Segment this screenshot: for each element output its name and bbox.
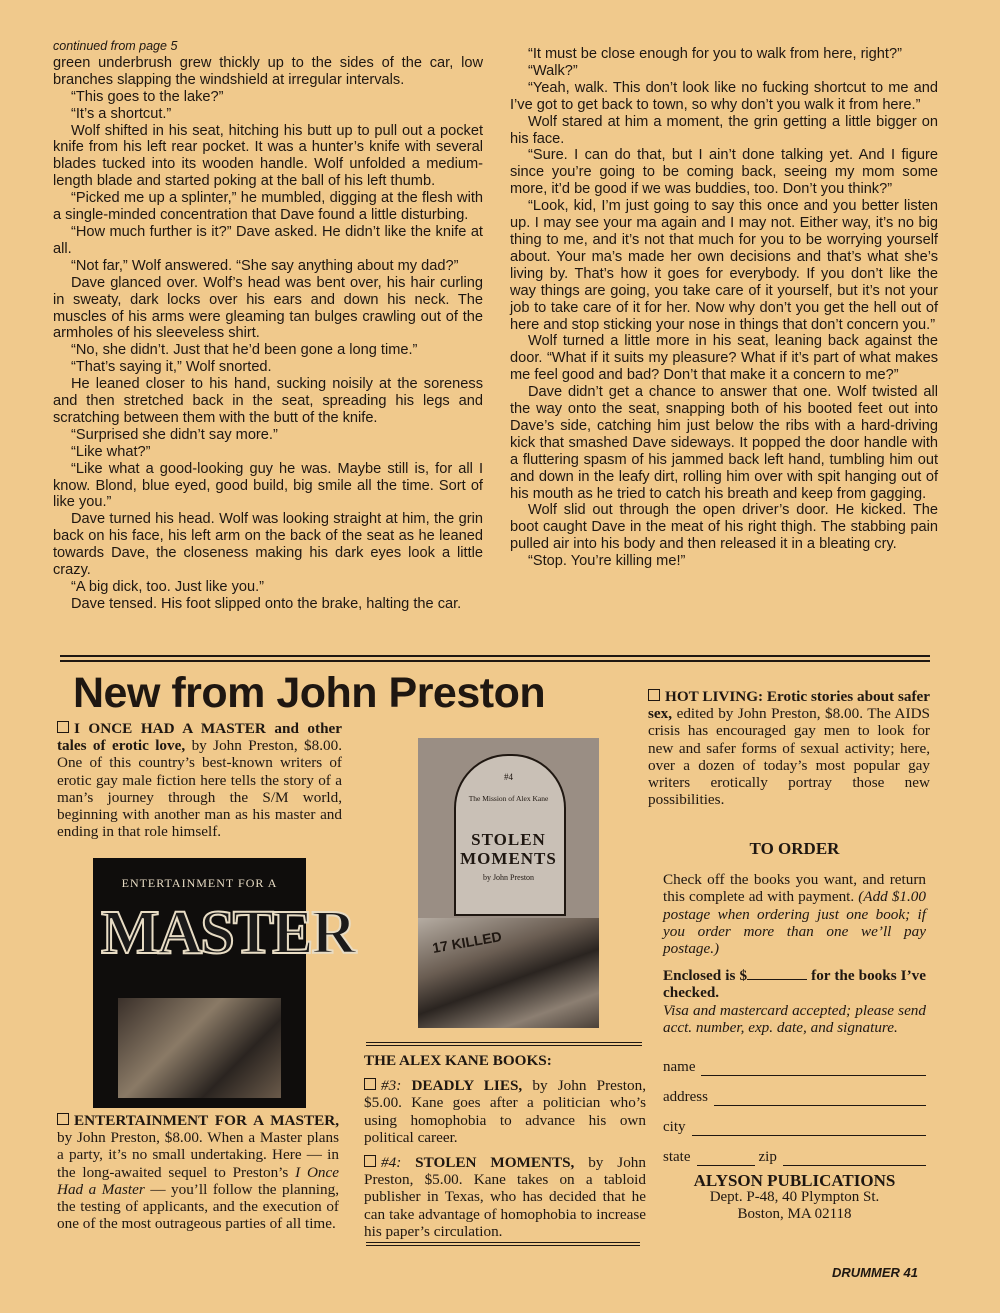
- story-paragraph: “Surprised she didn’t say more.”: [71, 426, 278, 443]
- book-description: edited by John Preston, $8.00. The AIDS crisis has encouraged gay men to look for new and safer forms of sexual activity; here, over a dozen of today’s most popular gay writers erotically portray those new possibilities.: [648, 705, 930, 809]
- address-line[interactable]: [714, 1091, 926, 1106]
- book-description-cont: — you’ll follow the planning, the testing of applicants, and the execution of one of the most outrageous parties of all time.: [57, 1180, 339, 1233]
- book-title-italic: I Once Had a Master: [57, 1163, 339, 1198]
- book-title: STOLEN MOMENTS,: [415, 1154, 575, 1172]
- state-zip-field[interactable]: [663, 1136, 926, 1166]
- story-paragraph: green underbrush grew thickly up to the sides of the car, low branches slapping the windshield at irregular intervals.: [53, 54, 483, 88]
- name-line[interactable]: [701, 1061, 926, 1076]
- order-checkbox[interactable]: [364, 1155, 376, 1167]
- order-form: [663, 840, 926, 1224]
- city-label: city: [663, 1118, 686, 1135]
- cover-title: MASTER: [101, 899, 355, 967]
- continued-note: continued from page 5: [53, 39, 178, 53]
- double-rule: [366, 1242, 640, 1246]
- book-description: by John Preston, $5.00. Kane goes after a politician who’s using homophobia to advance his own political career.: [364, 1077, 647, 1146]
- book-title: I ONCE HAD A MASTER and other tales of erotic love,: [57, 720, 342, 755]
- cards-note: Visa and mastercard accepted; please send acct. number, exp. date, and signature.: [663, 1001, 926, 1036]
- story-paragraph: “It’s a shortcut.”: [71, 105, 172, 122]
- publisher-address-line2: Boston, MA 02118: [737, 1206, 852, 1223]
- story-paragraph: Wolf stared at him a moment, the grin getting a little bigger on his face.: [510, 113, 938, 147]
- book-title: HOT LIVING: Erotic stories about safer sex,: [648, 688, 930, 723]
- order-checkbox[interactable]: [648, 689, 660, 701]
- zip-label: zip: [758, 1148, 777, 1165]
- story-paragraph: “This goes to the lake?”: [71, 88, 224, 105]
- postage-note: (Add $1.00 postage when ordering just one book; if you order more than one we’ll pay postage.): [663, 888, 926, 958]
- cover-title-line1: STOLEN: [471, 830, 546, 849]
- city-field[interactable]: [663, 1106, 926, 1136]
- cover-artwork: [418, 918, 599, 1028]
- cover-author: by John Preston: [482, 873, 535, 882]
- order-checkbox[interactable]: [57, 1113, 69, 1125]
- story-right-column: [510, 46, 938, 570]
- book-listing-master: [57, 720, 342, 840]
- story-paragraph: Wolf turned a little more in his seat, leaning back against the door. “What if it suits my pleasure? What if it’s part of what makes me feel good and bad? Don’t that make it a concern to me?”: [510, 333, 938, 384]
- story-left-column: [53, 38, 483, 613]
- story-paragraph: “Look, kid, I’m just going to say this once and you better listen up. I may see your ma again and I may not. Either way, it’s no big thing to me, and it’s not that much for you to be worrying yourself about. Your ma’s made her own decisions and that’s what she’s living by. That’s how it goes for everybody. If you don’t like the way things are going, you take care of it yourself, but it’s not your job to take care of it for her. Now why don’t you get the hell out of here and stop sticking your nose in things that don’t concern you.”: [510, 198, 938, 333]
- story-paragraph: Wolf slid out through the open driver’s door. He kicked. The boot caught Dave in the meat of his right thigh. The stabbing pain pulled air into his body and then released it in a bleating cry.: [510, 502, 938, 553]
- order-checkbox[interactable]: [57, 721, 69, 733]
- section-heading: THE ALEX KANE BOOKS:: [364, 1052, 552, 1069]
- book-cover-stolen-moments: [418, 738, 599, 1028]
- state-line[interactable]: [697, 1151, 755, 1166]
- story-paragraph: “How much further is it?” Dave asked. He didn’t like the knife at all.: [53, 223, 483, 257]
- story-paragraph: Dave turned his head. Wolf was looking straight at him, the grin back on his face, his left arm on the back of the seat as he leaned towards Dave, the closeness making his dark eyes look a little crazy.: [53, 511, 483, 579]
- book-description: by John Preston, $8.00. When a Master plans a party, it’s no small undertaking. Here — in the long-awaited sequel to Preston’s: [57, 1129, 339, 1181]
- book-title: DEADLY LIES,: [411, 1077, 523, 1095]
- book-number: #3:: [381, 1077, 402, 1095]
- story-paragraph: “Like what a good-looking guy he was. Maybe still is, for all I know. Blond, blue eyed, good build, big smile all the time. Sort of like you.”: [53, 460, 483, 511]
- story-paragraph: “Walk?”: [528, 62, 578, 79]
- zip-line[interactable]: [783, 1151, 926, 1166]
- order-heading: TO ORDER: [749, 839, 840, 858]
- alex-kane-section: [364, 1052, 646, 1248]
- section-divider: [60, 655, 930, 657]
- story-paragraph: Dave didn’t get a chance to answer that one. Wolf twisted all the way onto the seat, snapping both of his booted feet out into Dave’s side, catching him just below the ribs with a hard-driving kick that smashed Dave sideways. It popped the door handle with a fluttering spasm of his jammed back left hand, tumbling him out and down in the leafy dirt, rolling him over with spit hanging out of his mouth as he tried to catch his breath and keep from gagging.: [510, 384, 938, 502]
- story-paragraph: “Stop. You’re killing me!”: [528, 553, 686, 570]
- address-field[interactable]: [663, 1076, 926, 1106]
- story-paragraph: “A big dick, too. Just like you.”: [71, 579, 265, 595]
- book-title: ENTERTAINMENT FOR A MASTER,: [74, 1112, 339, 1129]
- book-cover-entertainment: [93, 858, 355, 1108]
- page-folio: DRUMMER 41: [832, 1265, 918, 1280]
- story-paragraph: “Yeah, walk. This don’t look like no fucking shortcut to me and I’ve got to get back to town, so why don’t you walk it from here.”: [510, 79, 938, 113]
- name-field[interactable]: [663, 1046, 926, 1076]
- section-divider: [60, 660, 930, 662]
- story-paragraph: “Sure. I can do that, but I ain’t done talking yet. And I figure since you’re going to be coming back, seeing my mom some more, it’d be good if we was buddies, too. Don’t you think?”: [510, 147, 938, 198]
- story-paragraph: “Like what?”: [71, 443, 151, 460]
- book-description: by John Preston, $8.00. One of this country’s best-known writers of erotic gay male fiction here tells the story of a man’s journey through the S/M world, beginning with another man as his master and ending in that role himself.: [57, 737, 342, 841]
- name-label: name: [663, 1058, 696, 1075]
- address-label: address: [663, 1088, 708, 1105]
- order-instructions: Check off the books you want, and return this complete ad with payment.: [663, 871, 926, 906]
- cover-label: ENTERTAINMENT FOR A: [121, 876, 278, 890]
- story-paragraph: “Picked me up a splinter,” he mumbled, digging at the flesh with a single-minded concentration that Dave found a little disturbing.: [53, 190, 483, 224]
- city-line[interactable]: [692, 1121, 927, 1136]
- story-paragraph: “No, she didn’t. Just that he’d been gone a long time.”: [71, 342, 418, 359]
- book-listing-entertainment: [57, 1112, 339, 1232]
- cover-number: #4: [504, 772, 513, 782]
- book-listing-hot-living: [648, 688, 930, 808]
- amount-field[interactable]: [747, 979, 807, 980]
- publisher-name: ALYSON PUBLICATIONS: [693, 1171, 896, 1191]
- story-paragraph: “Not far,” Wolf answered. “She say anything about my dad?”: [71, 257, 459, 274]
- cover-title-line2: MOMENTS: [460, 849, 557, 868]
- story-paragraph: Dave glanced over. Wolf’s head was bent over, his hair curling in sweaty, dark locks over his ears and down his neck. The muscles of his arms were gleaming tan bulges crawling out of the armholes of his sleeveless shirt.: [53, 274, 483, 342]
- state-label: state: [663, 1148, 691, 1165]
- cover-series: The Mission of Alex Kane: [468, 794, 549, 803]
- story-paragraph: “That’s saying it,” Wolf snorted.: [71, 359, 272, 376]
- order-checkbox[interactable]: [364, 1078, 376, 1090]
- story-paragraph: Wolf shifted in his seat, hitching his butt up to pull out a pocket knife from his left rear pocket. It was a hunter’s knife with several blades tucked into its wooden handle. Wolf unfolded a medium-length blade and started poking at the ball of his left thumb.: [53, 122, 483, 190]
- ad-headline: New from John Preston: [73, 669, 546, 717]
- cover-photo: [118, 998, 281, 1098]
- book-description: by John Preston, $5.00. Kane takes on a tabloid publisher in Texas, who has decided that he can take advantage of homophobia to increase his paper’s circulation.: [364, 1154, 646, 1240]
- book-number: #4:: [381, 1154, 402, 1172]
- enclosed-label-cont: for the books I’ve checked.: [663, 967, 926, 1002]
- enclosed-label: Enclosed is $: [663, 967, 748, 985]
- double-rule: [366, 1042, 642, 1046]
- publisher-address-line1: Dept. P-48, 40 Plympton St.: [709, 1189, 880, 1206]
- story-paragraph: “It must be close enough for you to walk from here, right?”: [528, 46, 902, 62]
- story-paragraph: Dave tensed. His foot slipped onto the brake, halting the car.: [71, 595, 462, 612]
- cover-newspaper-headline: 17 KILLED: [431, 928, 503, 956]
- story-paragraph: He leaned closer to his hand, sucking noisily at the soreness and then stretched back in the seat, spreading his legs and scratching between them with the butt of the knife.: [53, 376, 483, 426]
